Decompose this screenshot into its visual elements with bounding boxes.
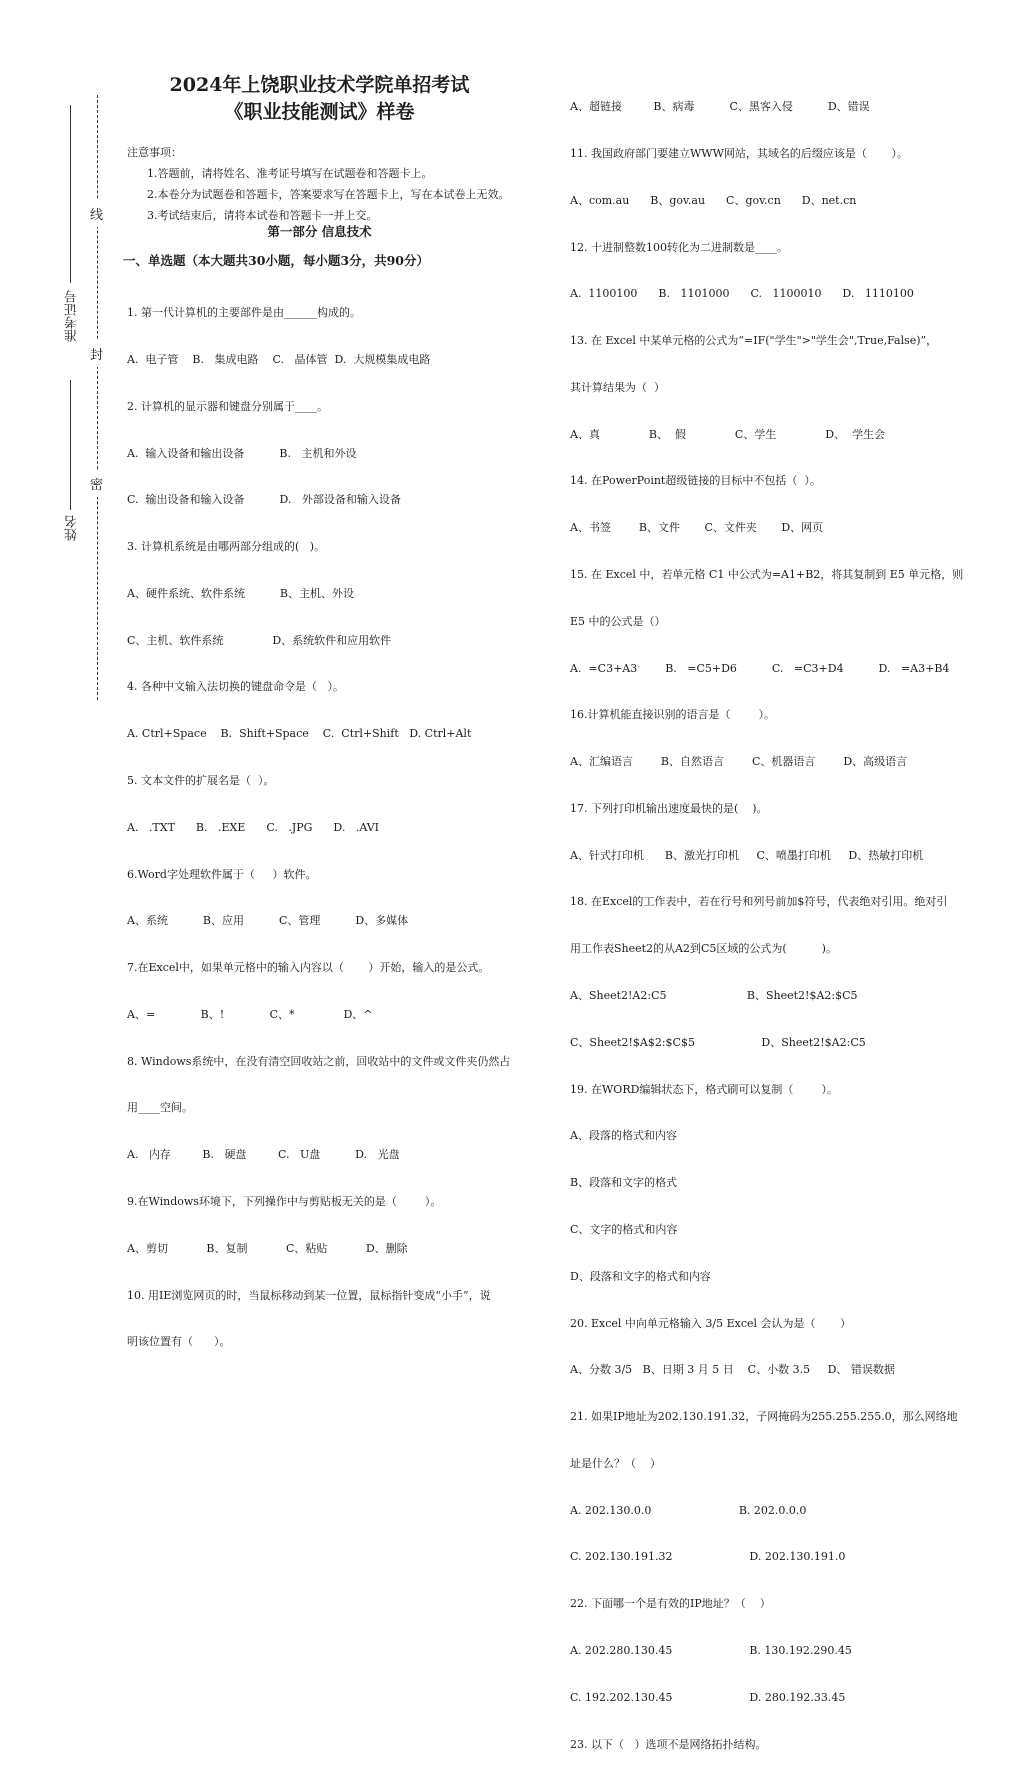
name-label: 姓名	[65, 515, 80, 541]
question-line: B、段落和文字的格式	[570, 1176, 678, 1190]
question-line: A. 202.130.0.0 B. 202.0.0.0	[570, 1503, 807, 1517]
question-line: 9.在Windows环境下，下列操作中与剪贴板无关的是（ ）。	[127, 1195, 442, 1209]
name-line	[70, 380, 71, 510]
binding-dashed-line	[97, 95, 98, 700]
exam-notes	[127, 142, 510, 226]
seal-mark-mi: 密	[90, 470, 103, 497]
question-line: 其计算结果为（ ）	[570, 380, 665, 394]
seal-mark-xian: 线	[90, 200, 103, 227]
question-line: 1. 第一代计算机的主要部件是由______构成的。	[127, 306, 361, 320]
question-line: 20. Excel 中向单元格输入 3/5 Excel 会认为是（ ）	[570, 1316, 851, 1330]
question-line: A. =C3+A3 B. =C5+D6 C. =C3+D4 D. =A3+B4	[570, 661, 950, 675]
note-item: 1.答题前，请将姓名、准考证号填写在试题卷和答题卡上。	[147, 167, 433, 180]
notes-heading: 注意事项：	[127, 146, 182, 159]
question-line: 用工作表Sheet2的从A2到C5区域的公式为( )。	[570, 942, 837, 956]
question-line: 6.Word字处理软件属于（ ）软件。	[127, 867, 317, 881]
question-line: C. 192.202.130.45 D. 280.192.33.45	[570, 1690, 846, 1704]
question-line: A、真 B、 假 C、学生 D、 学生会	[570, 427, 886, 441]
question-line: 2. 计算机的显示器和键盘分别属于____。	[127, 399, 328, 413]
question-line: A. .TXT B. .EXE C. .JPG D. .AVI	[127, 820, 380, 834]
exam-title: 2024年上饶职业技术学院单招考试	[169, 74, 470, 96]
part-title: 第一部分 信息技术	[267, 224, 372, 239]
question-line: 22. 下面哪一个是有效的IP地址？（ ）	[570, 1597, 771, 1611]
question-line: 5. 文本文件的扩展名是（ ）。	[127, 774, 275, 787]
question-line: A、= B、! C、* D、^	[127, 1007, 373, 1021]
question-line: A、系统 B、应用 C、管理 D、多媒体	[127, 914, 409, 928]
question-line: 10. 用IE浏览网页的时，当鼠标移动到某一位置，鼠标指针变成“小手”，说	[127, 1288, 491, 1302]
question-line: A. 202.280.130.45 B. 130.192.290.45	[570, 1643, 852, 1657]
exam-subtitle: 《职业技能测试》样卷	[224, 101, 415, 123]
question-line: C. 输出设备和输入设备 D. 外部设备和输入设备	[127, 493, 401, 507]
question-line: A、段落的格式和内容	[570, 1129, 677, 1143]
question-line: E5 中的公式是（）	[570, 614, 666, 628]
right-column-questions	[570, 68, 963, 1783]
question-line: 19. 在WORD编辑状态下，格式刷可以复制（ ）。	[570, 1082, 838, 1096]
question-line: 3. 计算机系统是由哪两部分组成的( )。	[127, 540, 326, 554]
question-line: C. 202.130.191.32 D. 202.130.191.0	[570, 1550, 846, 1564]
question-line: 11. 我国政府部门要建立WWW网站，其域名的后缀应该是（ ）。	[570, 146, 908, 160]
question-line: A、硬件系统、软件系统 B、主机、外设	[127, 586, 354, 600]
question-line: 15. 在 Excel 中，若单元格 C1 中公式为=A1+B2，将其复制到 E5 单元格，则	[570, 568, 964, 581]
question-line: D、段落和文字的格式和内容	[570, 1269, 711, 1283]
question-line: A. Ctrl+Space B. Shift+Space C. Ctrl+Shift D. Ctrl+Alt	[127, 727, 472, 741]
question-line: A. 输入设备和输出设备 B. 主机和外设	[127, 446, 357, 460]
question-line: C、Sheet2!$A$2:$C$5 D、Sheet2!$A2:C5	[570, 1035, 866, 1049]
ticket-number-line	[70, 105, 71, 283]
question-line: A、书签 B、文件 C、文件夹 D、网页	[570, 521, 824, 535]
question-line: 用____空间。	[127, 1101, 193, 1115]
question-line: A. 电子管 B. 集成电路 C. 晶体管 D. 大规模集成电路	[127, 352, 431, 366]
question-line: 13. 在 Excel 中某单元格的公式为“=IF("学生">"学生会",True,False)”，	[570, 334, 938, 348]
note-item: 2.本卷分为试题卷和答题卡，答案要求写在答题卡上，写在本试卷上无效。	[147, 188, 510, 201]
question-line: A、针式打印机 B、激光打印机 C、喷墨打印机 D、热敏打印机	[570, 848, 924, 862]
question-line: A、com.au B、gov.au C、gov.cn D、net.cn	[570, 193, 857, 207]
question-line: A、Sheet2!A2:C5 B、Sheet2!$A2:$C5	[570, 989, 858, 1003]
left-column-questions	[127, 274, 510, 1381]
question-line: 14. 在PowerPoint超级链接的目标中不包括（ ）。	[570, 474, 821, 488]
question-line: 明该位置有（ ）。	[127, 1335, 231, 1349]
question-line: 21. 如果IP地址为202.130.191.32，子网掩码为255.255.255.0，那么网络地	[570, 1410, 958, 1424]
question-line: 12. 十进制整数100转化为二进制数是____。	[570, 240, 788, 254]
question-line: 23. 以下（ ）选项不是网络拓扑结构。	[570, 1737, 767, 1751]
question-line: A. 内存 B. 硬盘 C. U盘 D. 光盘	[127, 1148, 400, 1162]
question-line: A、汇编语言 B、自然语言 C、机器语言 D、高级语言	[570, 755, 908, 769]
question-line: 18. 在Excel的工作表中，若在行号和列号前加$符号，代表绝对引用。绝对引	[570, 895, 948, 909]
question-line: 17. 下列打印机输出速度最快的是( )。	[570, 801, 768, 815]
binding-margin	[0, 0, 110, 709]
section-title: 一、单选题（本大题共30小题，每小题3分，共90分）	[123, 253, 429, 268]
question-line: 址是什么？（ ）	[570, 1456, 661, 1470]
question-line: 4. 各种中文输入法切换的键盘命令是（ ）。	[127, 680, 344, 694]
question-line: 16.计算机能直接识别的语言是（ ）。	[570, 708, 775, 722]
question-line: A、剪切 B、复制 C、粘贴 D、删除	[127, 1241, 408, 1255]
question-line: A、超链接 B、病毒 C、黑客入侵 D、错误	[570, 100, 870, 114]
ticket-number-label: 准考证号	[65, 290, 80, 342]
question-line: C、主机、软件系统 D、系统软件和应用软件	[127, 633, 392, 647]
question-line: A、分数 3/5 B、日期 3 月 5 日 C、小数 3.5 D、 错误数据	[570, 1363, 895, 1377]
note-item: 3.考试结束后，请将本试卷和答题卡一并上交。	[147, 209, 378, 222]
question-line: A. 1100100 B. 1101000 C. 1100010 D. 1110100	[570, 287, 914, 301]
question-line: 8. Windows系统中，在没有清空回收站之前，回收站中的文件或文件夹仍然占	[127, 1054, 511, 1068]
question-line: 7.在Excel中，如果单元格中的输入内容以（ ）开始，输入的是公式。	[127, 961, 490, 975]
seal-mark-feng: 封	[90, 340, 103, 367]
question-line: C、文字的格式和内容	[570, 1222, 678, 1236]
